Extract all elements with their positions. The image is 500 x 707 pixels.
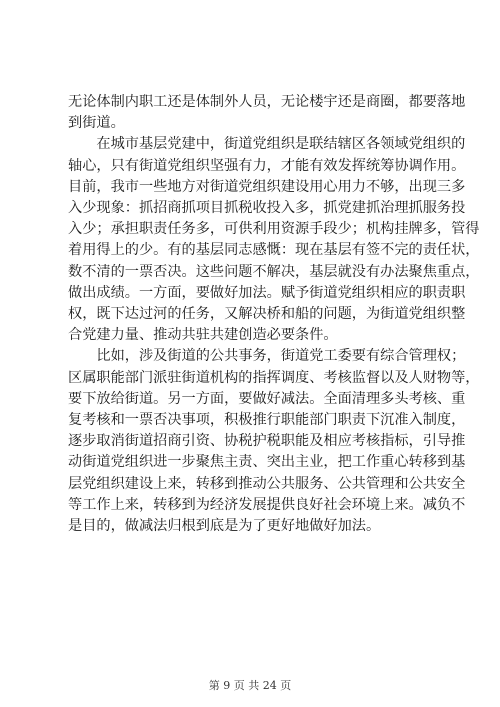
text-line: 层党组织建设上来，转移到推动公共服务、公共管理和公共安全 [68, 475, 466, 492]
text-line: 动街道党组织进一步聚焦主责、突出主业，把工作重心转移到基 [68, 454, 466, 471]
text-line: 区属职能部门派驻街道机构的指挥调度、考核监督以及人财物等， [68, 369, 480, 386]
text-line: 是目的，做减法归根到底是为了更好地做好加法。 [68, 518, 381, 535]
text-line: 目前，我市一些地方对街道党组织建设用心用力不够，出现三多 [68, 178, 466, 195]
text-line: 着用得上的少。有的基层同志感慨：现在基层有签不完的责任状， [68, 242, 480, 259]
paragraph-2 [68, 134, 480, 346]
text-line: 复考核和一票否决事项，积极推行职能部门职责下沉准入制度， [68, 412, 466, 429]
paragraph-3 [68, 346, 480, 537]
text-line: 无论体制内职工还是体制外人员，无论楼宇还是商圈，都要落地 [68, 94, 466, 110]
paragraph-1 [68, 92, 466, 134]
text-line: 入少；承担职责任务多，可供利用资源手段少；机构挂牌多，管得 [68, 221, 480, 238]
text-line: 权，既下达过河的任务，又解决桥和船的问题，为街道党组织整 [68, 306, 466, 323]
document-body [68, 92, 480, 537]
text-line: 轴心，只有街道党组织坚强有力，才能有效发挥统筹协调作用。 [68, 157, 466, 174]
text-line: 等工作上来，转移到为经济发展提供良好社会环境上来。减负不 [68, 496, 466, 513]
text-line: 合党建力量、推动共驻共建创造必要条件。 [68, 327, 338, 344]
page-number-footer: 第 9 页 共 24 页 [208, 679, 292, 692]
text-line: 到街道。 [68, 115, 125, 132]
text-line: 做出成绩。一方面，要做好加法。赋予街道党组织相应的职责职 [68, 284, 466, 301]
text-line: 在城市基层党建中，街道党组织是联结辖区各领域党组织的 [68, 136, 466, 153]
text-line: 比如，涉及街道的公共事务，街道党工委要有综合管理权； [68, 348, 466, 365]
text-line: 要下放给街道。另一方面，要做好减法。全面清理多头考核、重 [68, 390, 466, 407]
text-line: 入少现象：抓招商抓项目抓税收投入多，抓党建抓治理抓服务投 [68, 200, 466, 217]
text-line: 数不清的一票否决。这些问题不解决，基层就没有办法聚焦重点， [68, 263, 480, 280]
text-line: 逐步取消街道招商引资、协税护税职能及相应考核指标，引导推 [68, 433, 466, 450]
